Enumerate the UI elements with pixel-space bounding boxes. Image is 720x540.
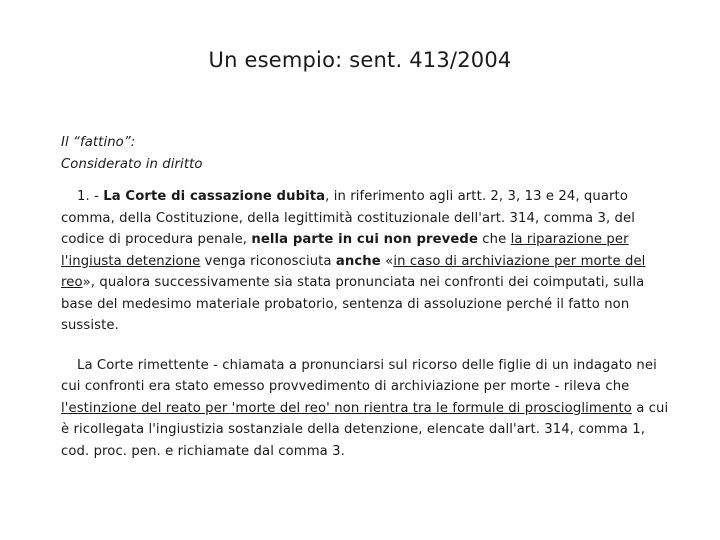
p2-underline-estinzione: l'estinzione del reato per 'morte del reo' non rientra tra le formule di proscioglimento xyxy=(61,400,632,416)
paragraph-2 xyxy=(61,355,669,463)
intro-line-considerato: Considerato in diritto xyxy=(61,156,203,172)
slide-content xyxy=(61,132,669,462)
slide-title: Un esempio: sent. 413/2004 xyxy=(208,48,512,72)
p2-text-a: La Corte rimettente - chiamata a pronunciarsi sul ricorso delle figlie di un indagato nei cui confronti era stato emesso provvedimento di archiviazione per morte - rileva che xyxy=(61,357,657,394)
p1-text-d: « xyxy=(380,253,394,269)
p1-bold-nella-parte: nella parte in cui non prevede xyxy=(251,232,478,247)
p2-text-b: a cui è ricollegata l'ingiustizia sostanziale della detenzione, elencate dall'art. 314, comma 1, cod. proc. pen. e richiamate dal comma 3. xyxy=(61,400,669,459)
p1-text-b: che xyxy=(478,232,511,247)
paragraph-1 xyxy=(61,186,669,337)
intro-line-fattino: Il “fattino”: xyxy=(61,135,136,150)
p1-number: 1. - xyxy=(77,189,104,204)
p1-text-e: », qualora successivamente sia stata pronunciata nei confronti dei coimputati, sulla base del medesimo materiale probatorio, sentenza di assoluzione perché il fatto non sussiste. xyxy=(61,275,645,333)
p1-text-c: venga riconosciuta xyxy=(200,253,336,269)
p1-bold-anche: anche xyxy=(335,253,381,269)
p1-text-a: , in riferimento agli artt. 2, 3, 13 e 24, quarto comma, della Costituzione, della legittimità costituzionale dell'art. 314, comma 3, del codice di procedura penale, xyxy=(61,189,636,247)
p1-bold-corte: La Corte di cassazione dubita xyxy=(103,189,326,204)
intro-block xyxy=(61,132,669,175)
p1-underline-riparazione: la riparazione per l'ingiusta detenzione xyxy=(61,232,629,269)
p1-underline-archiviazione: in caso di archiviazione per morte del reo xyxy=(61,253,646,290)
